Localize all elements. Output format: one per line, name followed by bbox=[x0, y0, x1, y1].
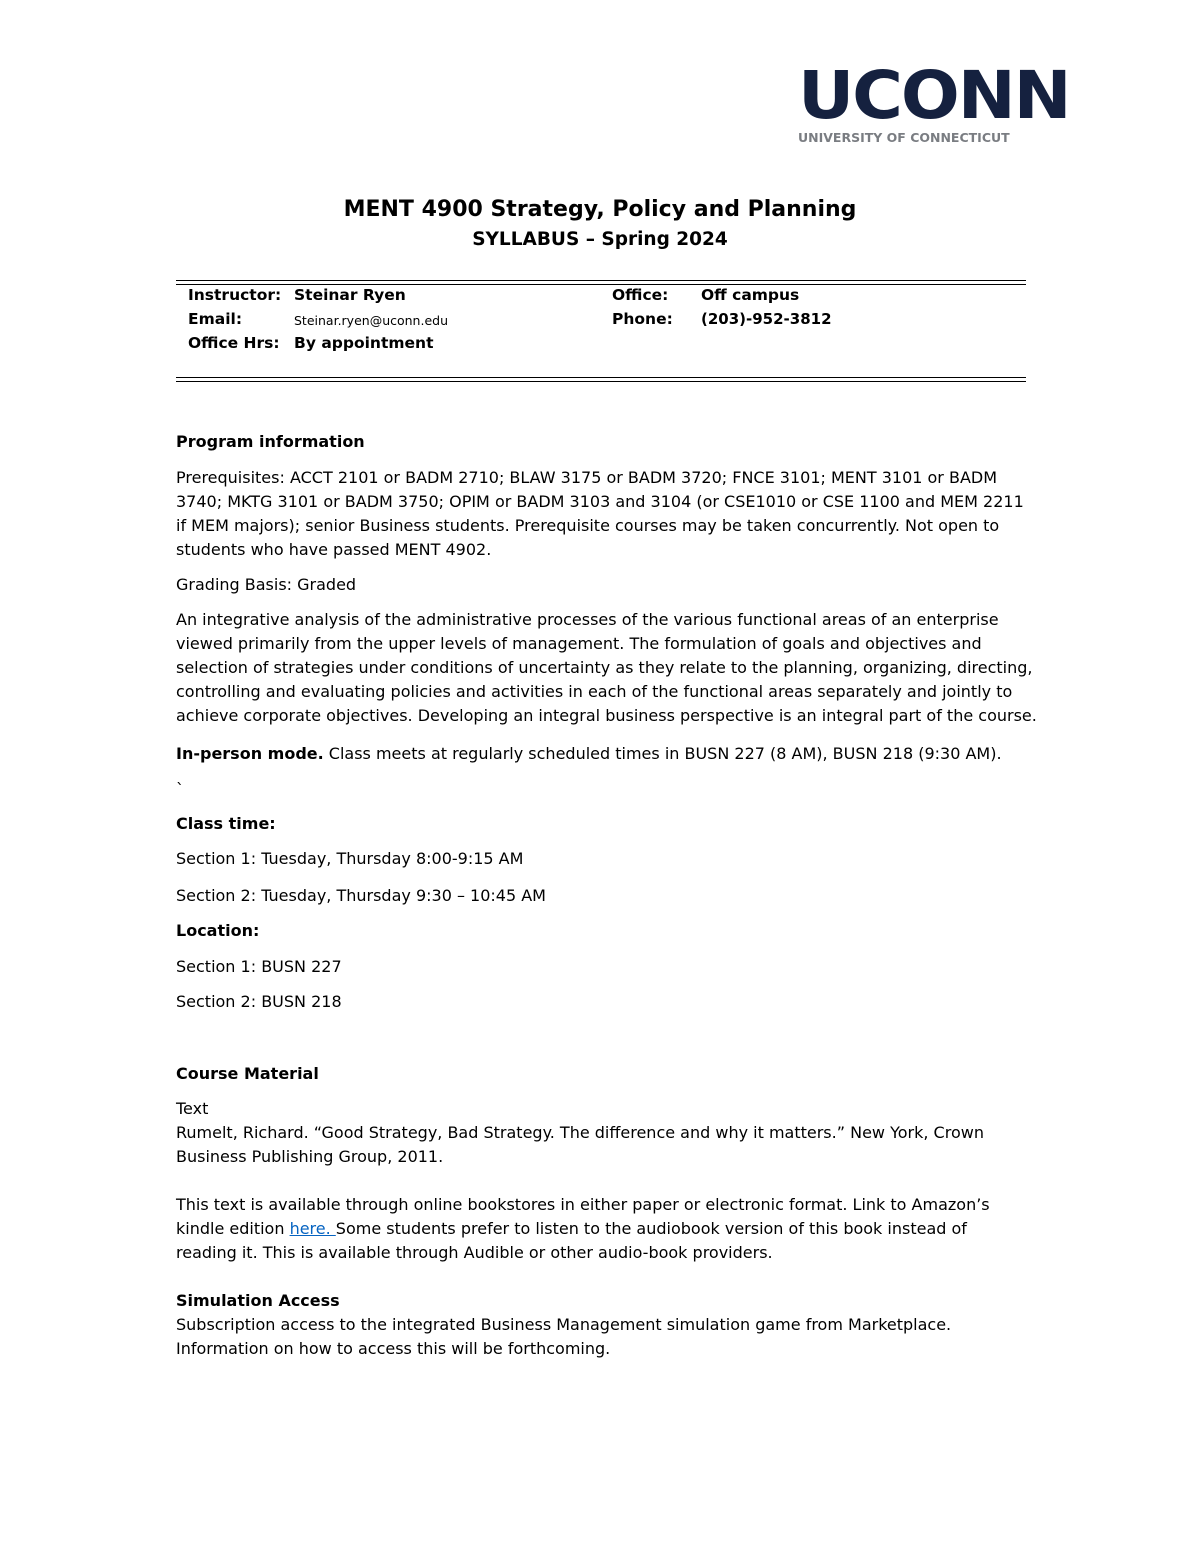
text-heading: Text bbox=[176, 1099, 209, 1118]
description-line: viewed primarily from the upper levels of management. The formulation of goals and objectives and bbox=[176, 634, 982, 653]
mode-label: In-person mode. bbox=[176, 744, 324, 763]
hours-label: Office Hrs: bbox=[188, 334, 280, 352]
grading-basis: Grading Basis: Graded bbox=[176, 575, 357, 594]
logo-wordmark: UCONN bbox=[798, 57, 1070, 134]
instructor-name: Steinar Ryen bbox=[294, 286, 406, 304]
email-label: Email: bbox=[188, 310, 243, 328]
hours-value: By appointment bbox=[294, 334, 434, 352]
office-value: Off campus bbox=[701, 286, 800, 304]
prereq-line: 3740; MKTG 3101 or BADM 3750; OPIM or BADM 3103 and 3104 (or CSE1010 or CSE 1100 and MEM 2211 bbox=[176, 492, 1024, 511]
stray-mark: ` bbox=[176, 780, 184, 799]
top-rule-1 bbox=[176, 280, 1026, 281]
instructor-label: Instructor: bbox=[188, 286, 282, 304]
bottom-rule-1 bbox=[176, 377, 1026, 378]
citation-line: Rumelt, Richard. “Good Strategy, Bad Strategy. The difference and why it matters.” New York, Crown bbox=[176, 1123, 984, 1142]
simulation-paragraph bbox=[176, 1313, 1036, 1361]
class-time-heading: Class time: bbox=[176, 814, 276, 833]
simulation-line: Information on how to access this will be forthcoming. bbox=[176, 1339, 611, 1358]
class-time-section-1: Section 1: Tuesday, Thursday 8:00-9:15 AM bbox=[176, 849, 524, 868]
location-section-1: Section 1: BUSN 227 bbox=[176, 957, 342, 976]
course-description bbox=[176, 608, 1036, 728]
availability-paragraph bbox=[176, 1193, 1036, 1265]
office-label: Office: bbox=[612, 286, 669, 304]
simulation-heading: Simulation Access bbox=[176, 1291, 340, 1310]
phone-value: (203)-952-3812 bbox=[701, 310, 832, 328]
logo-subtitle: UNIVERSITY OF CONNECTICUT bbox=[798, 130, 1010, 145]
prereq-line: students who have passed MENT 4902. bbox=[176, 540, 492, 559]
simulation-line: Subscription access to the integrated Business Management simulation game from Marketplace. bbox=[176, 1315, 952, 1334]
course-material-heading: Course Material bbox=[176, 1064, 319, 1083]
uconn-logo bbox=[798, 57, 1070, 145]
description-line: An integrative analysis of the administrative processes of the various functional areas of an enterprise bbox=[176, 610, 999, 629]
mode-paragraph bbox=[176, 742, 1036, 766]
description-line: selection of strategies under conditions of uncertainty as they relate to the planning, organizing, directing, bbox=[176, 658, 1033, 677]
prereq-line: Prerequisites: ACCT 2101 or BADM 2710; BLAW 3175 or BADM 3720; FNCE 3101; MENT 3101 or BADM bbox=[176, 468, 998, 487]
book-citation bbox=[176, 1121, 1036, 1169]
mode-text: Class meets at regularly scheduled times in BUSN 227 (8 AM), BUSN 218 (9:30 AM). bbox=[323, 744, 1002, 763]
availability-line bbox=[176, 1217, 1036, 1241]
phone-label: Phone: bbox=[612, 310, 673, 328]
location-heading: Location: bbox=[176, 921, 260, 940]
class-time-section-2: Section 2: Tuesday, Thursday 9:30 – 10:45 AM bbox=[176, 886, 546, 905]
availability-line: reading it. This is available through Audible or other audio-book providers. bbox=[176, 1243, 773, 1262]
availability-text: Some students prefer to listen to the audiobook version of this book instead of bbox=[335, 1219, 967, 1238]
bottom-rule-2 bbox=[176, 381, 1026, 382]
location-section-2: Section 2: BUSN 218 bbox=[176, 992, 342, 1011]
prerequisites-paragraph bbox=[176, 466, 1036, 562]
availability-text: kindle edition bbox=[176, 1219, 290, 1238]
availability-line: This text is available through online bookstores in either paper or electronic format. Link to Amazon’s bbox=[176, 1195, 990, 1214]
citation-line: Business Publishing Group, 2011. bbox=[176, 1147, 444, 1166]
email-value: Steinar.ryen@uconn.edu bbox=[294, 313, 449, 328]
top-rule-2 bbox=[176, 284, 1026, 285]
syllabus-title: SYLLABUS – Spring 2024 bbox=[472, 229, 728, 250]
description-line: controlling and evaluating policies and activities in each of the functional areas separately and jointly to bbox=[176, 682, 1013, 701]
course-title: MENT 4900 Strategy, Policy and Planning bbox=[343, 197, 857, 222]
amazon-kindle-link[interactable]: here. bbox=[289, 1219, 336, 1238]
prereq-line: if MEM majors); senior Business students. Prerequisite courses may be taken concurrently. Not open to bbox=[176, 516, 1000, 535]
description-line: achieve corporate objectives. Developing an integral business perspective is an integral part of the course. bbox=[176, 706, 1037, 725]
program-heading: Program information bbox=[176, 432, 365, 451]
